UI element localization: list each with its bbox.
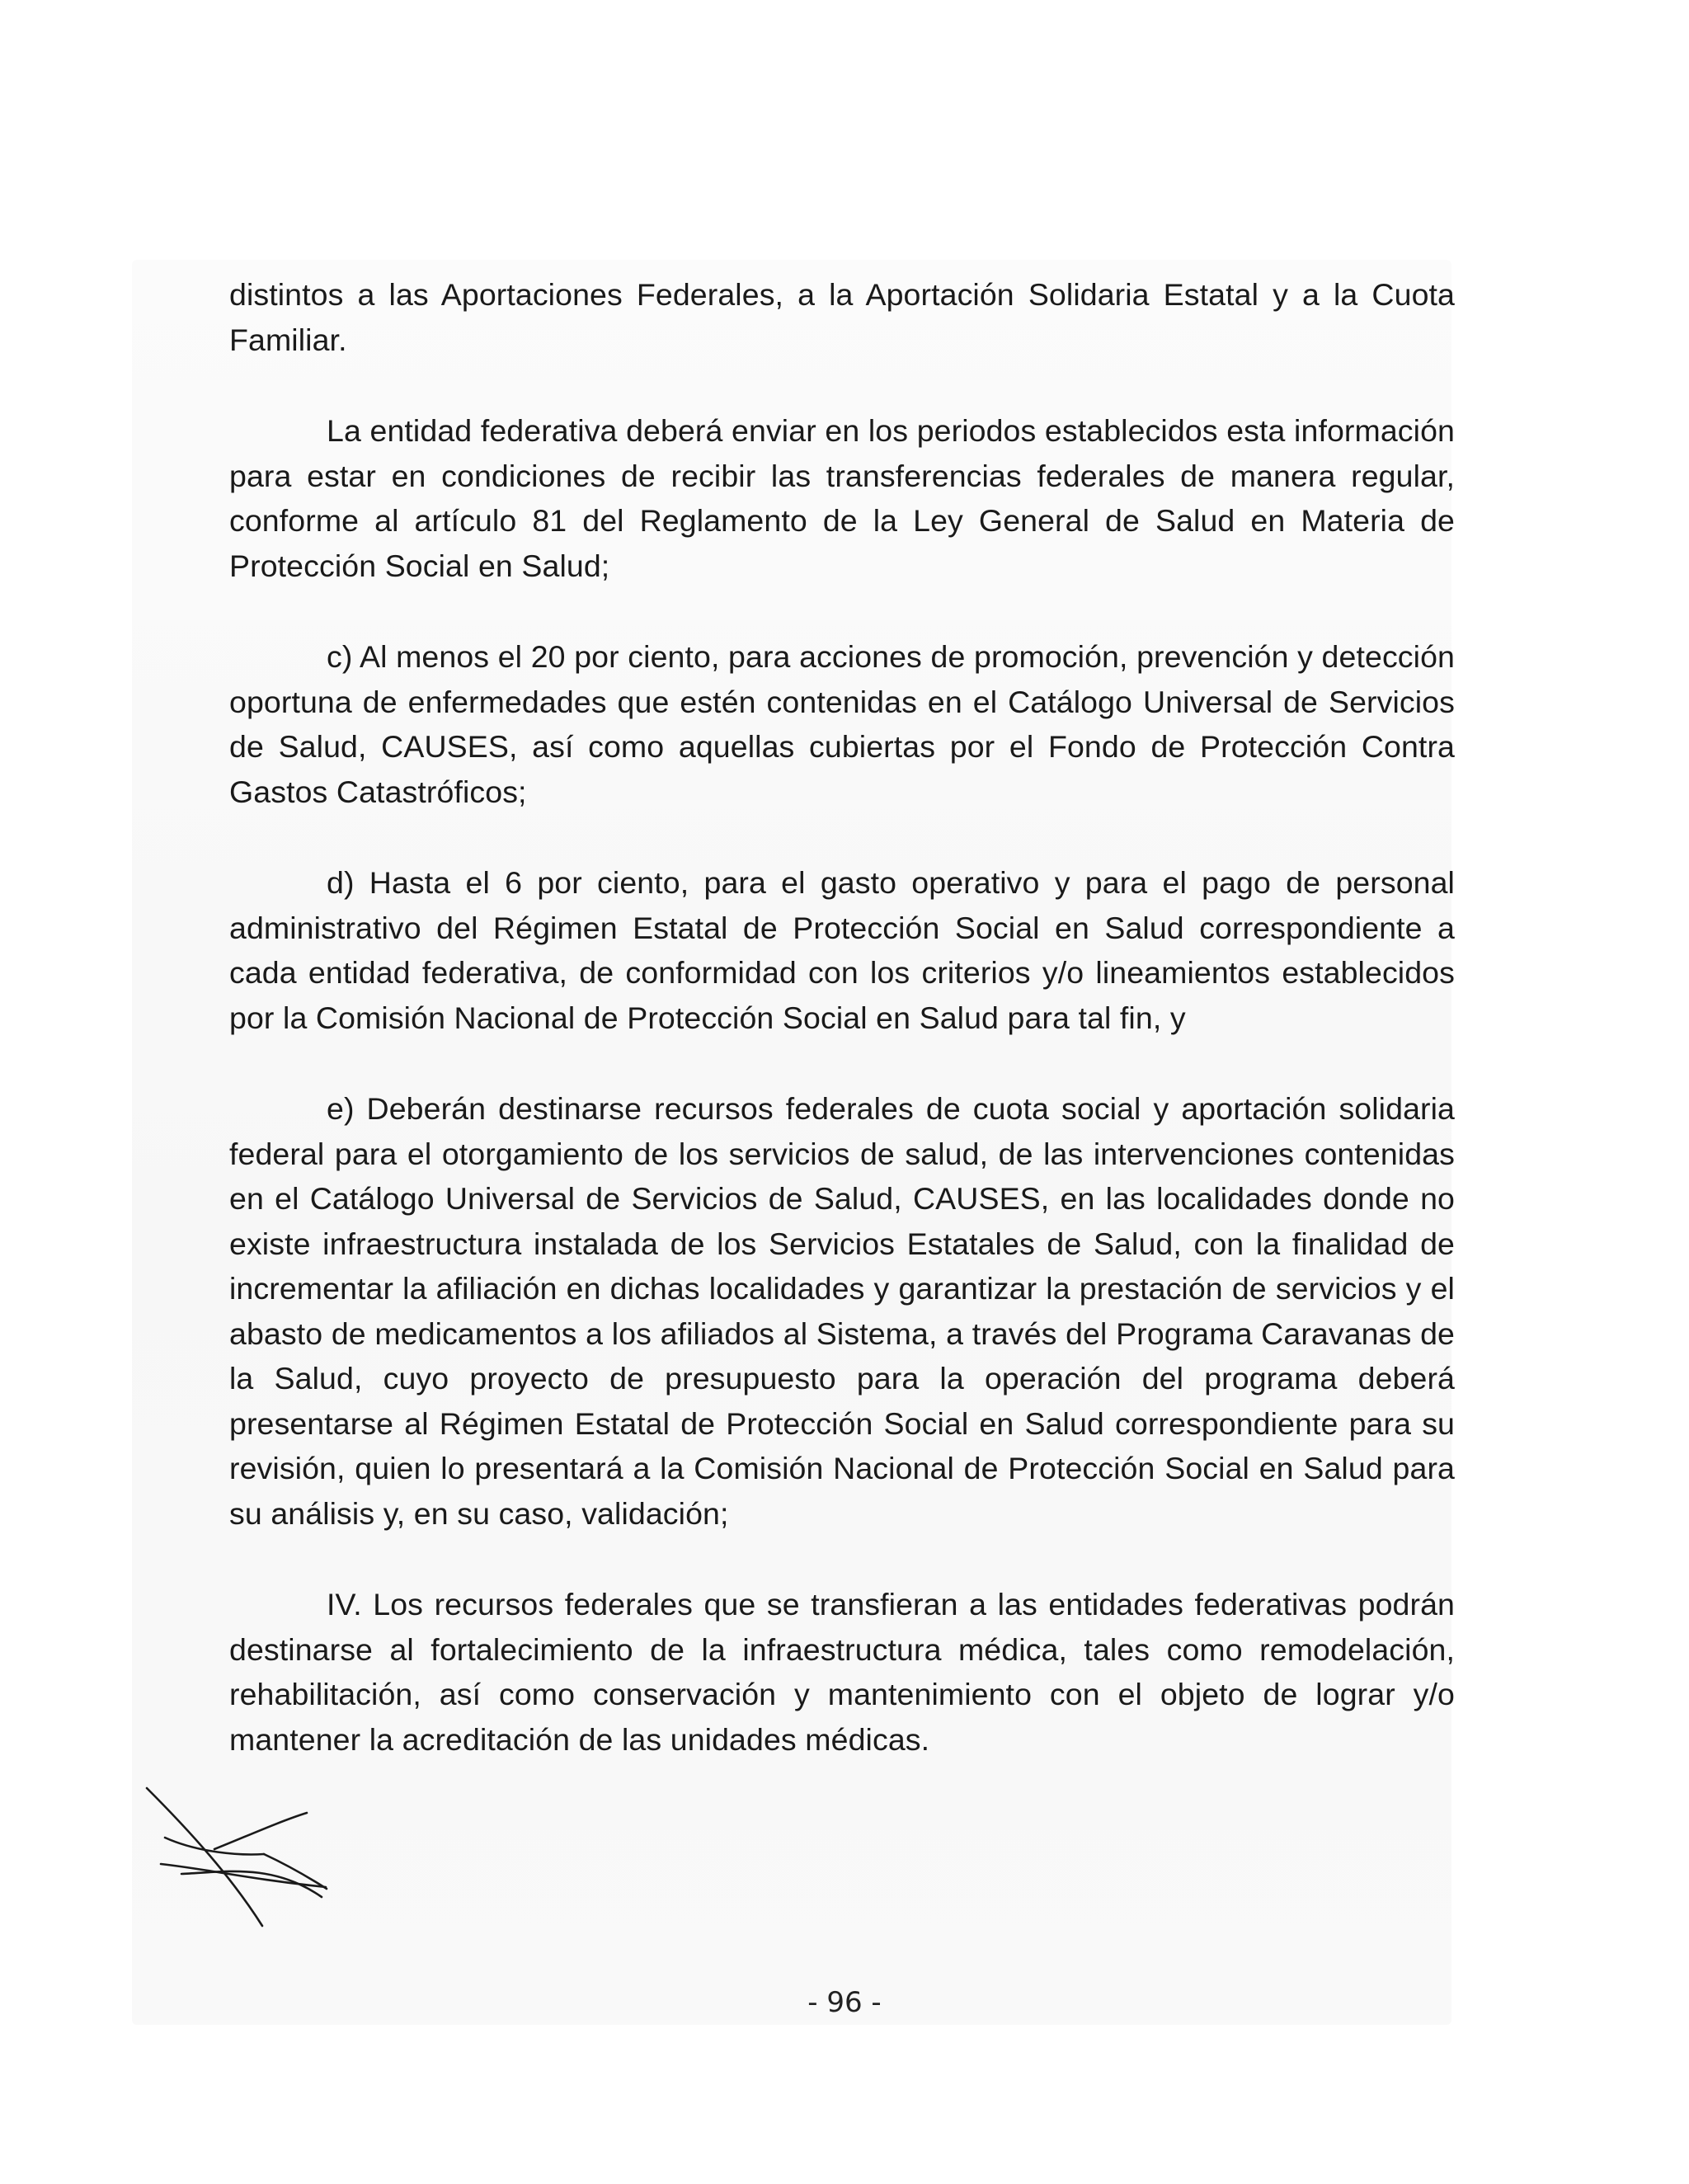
paragraph-section-iv: IV. Los recursos federales que se transfieran a las entidades federativas podrán destinarse al fortalecimiento de la infraestructura médica, tales como remodelación, rehabilitación, así como conservación y mantenimiento con el objeto de lograr y/o mantener la acreditación de las unidades médicas.	[229, 1587, 1455, 1757]
paragraph-item-e: e) Deberán destinarse recursos federales de cuota social y aportación solidaria federal para el otorgamiento de los servicios de salud, de las intervenciones contenidas en el Catálogo Universal de Servicios de Salud, CAUSES, en las localidades donde no existe infraestructura instalada de los Servicios Estatales de Salud, con la finalidad de incrementar la afiliación en dichas localidades y garantizar la prestación de servicios y el abasto de medicamentos a los afiliados al Sistema, a través del Programa Caravanas de la Salud, cuyo proyecto de presupuesto para la operación del programa deberá presentarse al Régimen Estatal de Protección Social en Salud correspondiente para su revisión, quien lo presentará a la Comisión Nacional de Protección Social en Salud para su análisis y, en su caso, validación;	[229, 1091, 1455, 1531]
handwritten-signature-icon	[132, 1773, 346, 1938]
paragraph-item-c: c) Al menos el 20 por ciento, para acciones de promoción, prevención y detección oportuna de enfermedades que estén contenidas en el Catálogo Universal de Servicios de Salud, CAUSES, así como aquellas cubiertas por el Fondo de Protección Contra Gastos Catastróficos;	[229, 639, 1455, 809]
page-number: - 96 -	[807, 1986, 882, 2019]
paragraph-item-d: d) Hasta el 6 por ciento, para el gasto operativo y para el pago de personal administrativo del Régimen Estatal de Protección Social en Salud correspondiente a cada entidad federativa, de conformidad con los criterios y/o lineamientos establecidos por la Comisión Nacional de Protección Social en Salud para tal fin, y	[229, 865, 1455, 1035]
paragraph-entidad-federativa: La entidad federativa deberá enviar en los periodos establecidos esta información para estar en condiciones de recibir las transferencias federales de manera regular, conforme al artículo 81 del Reglamento de la Ley General de Salud en Materia de Protección Social en Salud;	[229, 413, 1455, 583]
paragraph-continuation: distintos a las Aportaciones Federales, a la Aportación Solidaria Estatal y a la Cuota Familiar.	[229, 277, 1455, 357]
document-body	[229, 272, 1455, 1762]
